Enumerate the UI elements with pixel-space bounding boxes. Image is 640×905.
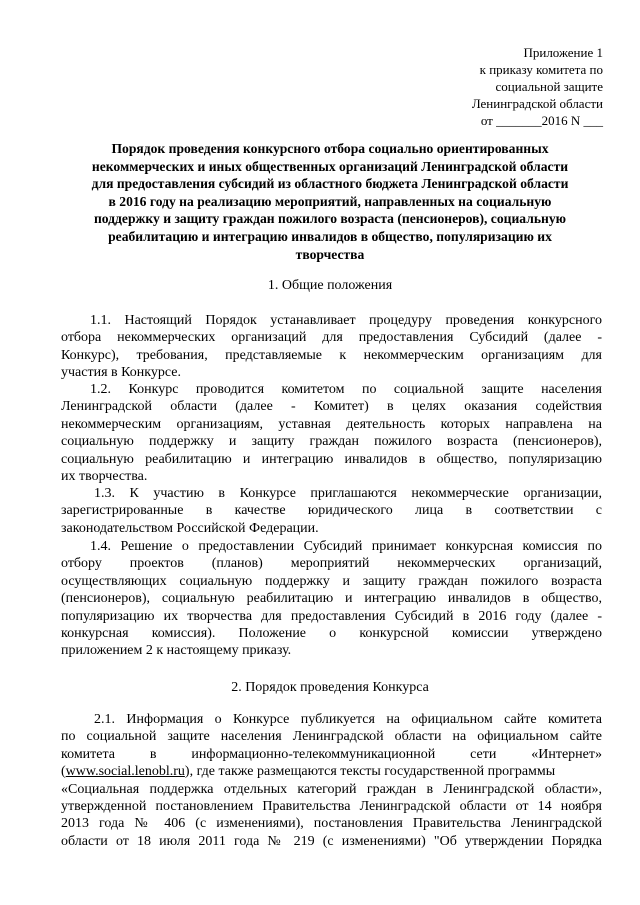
- title-line: Порядок проведения конкурсного отбора социально ориентированных: [111, 141, 549, 156]
- paragraph-line: социальную поддержку и защиту граждан пожилого возраста (пенсионеров),: [61, 434, 602, 450]
- paragraph-1-4: [61, 538, 602, 660]
- paragraph-line: Ленинградской области (далее - Комитет) в целях оказания содействия: [61, 399, 602, 415]
- paragraph-line: их творчества.: [61, 469, 148, 485]
- title-line: творчества: [295, 246, 365, 262]
- appendix-line: Ленинградской области: [471, 96, 603, 111]
- paren-open: (: [61, 764, 66, 780]
- paragraph-line: участия в Конкурсе.: [61, 365, 181, 381]
- paragraph-1-1: [61, 312, 602, 382]
- appendix-line: к приказу комитета по: [479, 62, 603, 77]
- title-line: некоммерческих и иных общественных организаций Ленинградской области: [91, 158, 569, 174]
- title-line: поддержку и защиту граждан пожилого возраста (пенсионеров), социальную: [93, 211, 567, 227]
- paragraph-line: «Социальная поддержка отдельных категорий граждан в Ленинградской области»,: [61, 781, 602, 797]
- appendix-block: [383, 44, 603, 129]
- paragraph-line: отбора некоммерческих организаций для предоставления Субсидий (далее -: [61, 330, 602, 346]
- paragraph-line: комитета в информационно-телекоммуникационной сети «Интернет»: [61, 746, 602, 762]
- title-line: в 2016 году на реализацию мероприятий, направленных на социальную: [108, 193, 552, 209]
- appendix-line: социальной защите: [495, 79, 603, 94]
- paragraph-2-1: [61, 711, 602, 850]
- paragraph-line: (пенсионеров), социальную реабилитацию и интеграцию инвалидов в общество,: [61, 591, 602, 607]
- section-heading-procedure: 2. Порядок проведения Конкурса: [231, 680, 429, 695]
- paragraph-line: популяризацию их творчества для предоставления Субсидий в 2016 году (далее -: [61, 608, 602, 624]
- paragraph-line: утвержденной постановлением Правительства Ленинградской области от 14 ноября: [61, 799, 602, 815]
- section-heading-general: 1. Общие положения: [267, 278, 393, 293]
- paragraph-line: 1.2. Конкурс проводится комитетом по социальной защите населения: [90, 382, 602, 397]
- paragraph-line: социальную реабилитацию и интеграцию инвалидов в общество, популяризацию: [61, 451, 602, 467]
- website-link[interactable]: www.social.lenobl.ru: [65, 764, 185, 780]
- paragraph-line: законодательством Российской Федерации.: [61, 520, 319, 536]
- paragraph-line: 1.3. К участию в Конкурсе приглашаются некоммерческие организации,: [94, 486, 602, 501]
- paragraph-line: 2013 года № 406 (с изменениями), постановления Правительства Ленинградской: [61, 816, 602, 832]
- paragraph-line: приложением 2 к настоящему приказу.: [61, 643, 292, 659]
- paragraph-line: по социальной защите населения Ленинградской области на официальном сайте: [61, 729, 602, 745]
- paragraph-line: некоммерческим организациям, уставная деятельность которых направлена на: [61, 416, 602, 432]
- paragraph-line: [61, 763, 602, 780]
- document-title: [60, 140, 600, 263]
- title-line: для предоставления субсидий из областного бюджета Ленинградской области: [91, 176, 569, 192]
- paragraph-line: 1.1. Настоящий Порядок устанавливает процедуру проведения конкурсного: [90, 313, 602, 328]
- paragraph-line: отбору проектов (планов) мероприятий некоммерческих организаций,: [61, 556, 602, 572]
- paragraph-line: Конкурс), требования, представляемые к некоммерческим организациям для: [61, 347, 602, 363]
- appendix-line: от _______2016 N ___: [480, 113, 603, 128]
- paragraph-line: зарегистрированные в качестве юридического лица в соответствии с: [61, 503, 602, 519]
- paragraph-1-3: [61, 485, 602, 537]
- paragraph-line: 2.1. Информация о Конкурсе публикуется на официальном сайте комитета: [94, 712, 602, 727]
- line-text: ), где также размещаются тексты государственной программы: [184, 764, 556, 780]
- paragraph-line: 1.4. Решение о предоставлении Субсидий принимает конкурсная комиссия по: [90, 539, 602, 554]
- paragraph-line: области от 18 июля 2011 года № 219 (с изменениями) "Об утверждении Порядка: [61, 833, 602, 849]
- paragraph-line: осуществляющих социальную поддержку и защиту граждан пожилого возраста: [61, 573, 602, 589]
- paragraph-1-2: [61, 381, 602, 485]
- paragraph-line: конкурсная комиссия). Положение о конкурсной комиссии утверждено: [61, 626, 602, 642]
- appendix-line: Приложение 1: [523, 45, 603, 60]
- title-line: реабилитацию и интеграцию инвалидов в общество, популяризацию их: [108, 228, 552, 244]
